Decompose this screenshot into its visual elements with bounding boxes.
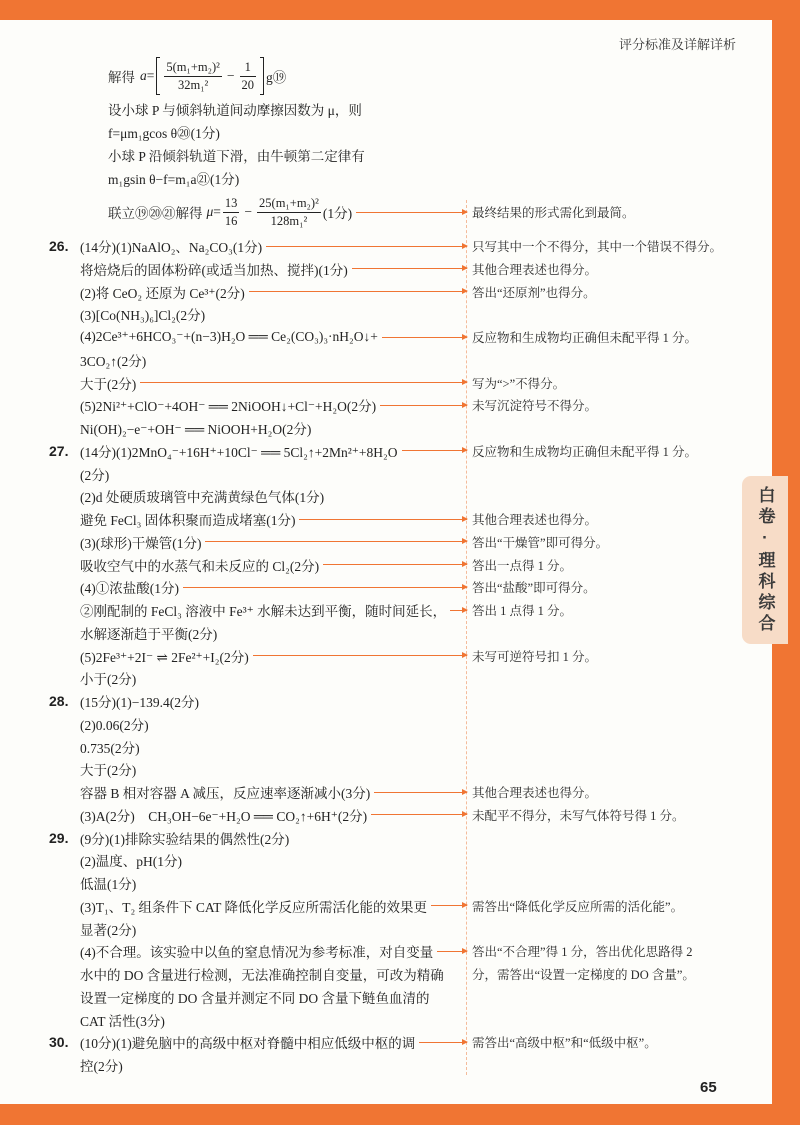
answer-text-container [80,280,467,303]
answer-line [0,781,800,804]
answer-text-container [80,894,467,917]
question-number: 28. [49,693,69,709]
answer-text: 吸收空气中的水蒸气和未反应的 Cl₂(2分) [80,558,320,574]
answer-line [0,917,800,940]
answer-line [0,872,800,895]
scoring-note: 答出 1 点得 1 分。 [472,604,573,618]
answer-text: (2)温度、pH(1分) [80,854,182,870]
scoring-note: 未写沉淀符号不得分。 [472,399,598,414]
answer-line [0,508,800,531]
answer-text: 0.735(2分) [80,740,140,756]
question-number: 30. [49,1034,69,1051]
bracket-expression [156,57,264,95]
arrow-right-icon [402,450,467,451]
scoring-note: 其他合理表述也得分。 [472,513,598,527]
answer-text: g⑲ [266,70,287,85]
answer-line [0,576,800,599]
arrow-right-icon [249,291,467,292]
answer-text: (15分)(1)−139.4(2分) [80,695,199,710]
answer-line [0,439,800,462]
top-bar [0,0,800,20]
arrow-right-icon [371,814,467,815]
answer-line [0,940,800,963]
answer-text-container [80,417,467,440]
question-number: 29. [49,829,69,846]
answer-text-container [80,599,467,622]
arrow-right-icon [356,212,467,213]
answer-text-container [80,394,467,417]
scoring-note: 其他合理表述也得分。 [472,786,598,800]
answer-line [0,849,800,872]
answer-line [0,257,800,280]
answer-text-container [80,485,467,508]
answer-text: (3)(球形)干燥管(1分) [80,535,202,551]
formula-container [108,189,467,235]
page-header-title: 评分标准及详解详析 [618,37,736,52]
answer-text-container [80,576,467,599]
answer-line [0,54,800,98]
answer-text: 大于(2分) [80,763,137,779]
fraction-numerator: 13 [223,196,240,213]
scoring-note: 写为“>”不得分。 [472,376,566,391]
answer-line [0,826,800,849]
fraction-denominator: 128m₁² [270,213,308,228]
answer-line [0,644,800,667]
answer-text: 将焙烧后的固体粉碎(或适当加热、搅拌)(1分) [80,262,348,278]
answer-text-container [108,166,467,189]
arrow-right-icon [323,564,467,565]
answer-text: (2分) [80,467,110,483]
answer-text-container [80,781,467,804]
fraction [240,60,257,93]
answer-text: (5)2Fe³⁺+2I⁻ ⇌ 2Fe²⁺+I₂(2分) [80,649,249,665]
page-number: 65 [700,1079,717,1096]
answer-text-container [80,462,467,485]
variable: a [140,68,147,83]
fraction-numerator: 1 [240,60,257,77]
scoring-note: 反应物和生成物均正确但未配平得 1 分。 [472,331,698,345]
answer-text-container [80,667,467,690]
answer-line [0,985,800,1008]
fraction-denominator: 32m₁² [177,77,209,92]
scoring-note: 答出“不合理”得 1 分，答出优化思路得 2 [472,945,693,960]
answer-text-container [108,143,467,166]
answer-text: 联立⑲⑳㉑解得 [108,206,203,221]
answer-text: (2)0.06(2分) [80,717,149,733]
answer-line [0,735,800,758]
answer-text: (4)①浓盐酸(1分) [80,581,179,597]
scoring-note: 需答出“降低化学反应所需的活化能”。 [472,899,684,914]
answer-text-container [80,326,467,349]
answer-text-container [80,1008,467,1031]
answer-text: 解得 [108,70,135,85]
answer-text-container [80,371,467,394]
scoring-note: 需答出“高级中枢”和“低级中枢”。 [472,1036,657,1051]
answer-text: 设置一定梯度的 DO 含量并测定不同 DO 含量下鲢鱼血清的 [80,990,430,1006]
answer-line [0,394,800,417]
answer-text-container [80,940,467,963]
answer-text: (14分)(1)2MnO₄⁻+16H⁺+10Cl⁻ ══ 5Cl₂↑+2Mn²⁺+8H₂O [80,444,398,460]
answer-line [0,166,800,189]
answer-line [0,1054,800,1077]
answer-line [0,621,800,644]
answer-text-container [108,97,467,120]
scoring-note: 分，需答出“设置一定梯度的 DO 含量”。 [472,968,695,982]
answer-text: CAT 活性(3分) [80,1013,165,1029]
answer-text: (10分)(1)避免脑中的高级中枢对脊髓中相应低级中枢的调 [80,1036,416,1052]
answer-line [0,530,800,553]
answer-line [0,553,800,576]
answer-text: 小于(2分) [80,672,137,688]
answer-text: (9分)(1)排除实验结果的偶然性(2分) [80,831,290,847]
answer-text-container [80,530,467,553]
fraction-numerator: 5(m₁+m₂)² [164,60,222,77]
scoring-note: 答出一点得 1 分。 [472,558,573,573]
answer-line [0,143,800,166]
answer-text-container [80,849,467,872]
answer-text: (5)2Ni²⁺+ClO⁻+4OH⁻ ══ 2NiOOH↓+Cl⁻+H₂O(2分) [80,399,377,415]
answer-text-container [80,690,467,713]
answer-line [0,348,800,371]
answer-text: 避免 FeCl₃ 固体积聚而造成堵塞(1分) [80,513,296,528]
answer-text: 大于(2分) [80,376,137,392]
arrow-right-icon [382,337,467,338]
answer-text: 容器 B 相对容器 A 减压，反应速率逐渐减小(3分) [80,786,371,801]
answer-text: 设小球 P 与倾斜轨道间动摩擦因数为 μ，则 [108,102,362,118]
answer-text: m₁gsin θ−f=m₁a㉑(1分) [108,171,240,187]
scoring-note: 未写可逆符号扣 1 分。 [472,649,598,664]
question-number: 26. [49,238,69,254]
answer-list [0,235,800,1077]
answer-text: (3)[Co(NH₃)₆]Cl₂(2分) [80,308,206,324]
scoring-note: 答出“盐酸”即可得分。 [472,581,596,596]
answer-line [0,303,800,326]
scoring-note: 答出“还原剂”也得分。 [472,285,596,300]
arrow-right-icon [352,268,467,269]
scoring-note: 只写其中一个不得分，其中一个错误不得分。 [472,240,723,254]
answer-text-container [80,963,467,986]
answer-text-container [80,621,467,644]
answer-text: 3CO₂↑(2分) [80,353,147,369]
arrow-right-icon [299,519,467,520]
fraction-denominator: 20 [241,77,255,92]
answer-text-container [80,508,467,531]
answer-text: (2)将 CeO₂ 还原为 Ce³⁺(2分) [80,285,245,301]
answer-text: 水解逐渐趋于平衡(2分) [80,626,218,642]
answer-text: (4)不合理。该实验中以鱼的窒息情况为参考标准，对自变量 [80,945,434,961]
scoring-note: 最终结果的形式需化到最简。 [472,206,635,220]
answer-text: (14分)(1)NaAlO₂、Na₂CO₃(1分) [80,240,263,255]
answer-line [0,235,800,258]
answer-text: f=μm₁gcos θ⑳(1分) [108,125,220,141]
answer-text: 小球 P 沿倾斜轨道下滑，由牛顿第二定律有 [108,148,365,164]
arrow-right-icon [140,382,467,383]
answer-text-container [80,826,467,849]
answer-line [0,326,800,349]
answer-line [0,485,800,508]
answer-text: (3)A(2分) CH₃OH−6e⁻+H₂O ══ CO₂↑+6H⁺(2分) [80,808,368,824]
answer-text-container [80,257,467,280]
answer-line [0,120,800,143]
answer-text-container [80,758,467,781]
answer-text: (2)d 处硬质玻璃管中充满黄绿色气体(1分) [80,490,325,506]
answer-text-container [80,553,467,576]
scoring-note: 其他合理表述也得分。 [472,262,598,277]
answer-line [0,758,800,781]
answer-text-container [80,644,467,667]
answer-line [0,963,800,986]
side-tab-label: 白卷·理科综合 [755,485,775,635]
minus-sign: − [244,204,253,219]
answer-line [0,712,800,735]
arrow-right-icon [266,246,467,247]
scoring-note: 未配平不得分，未写气体符号得 1 分。 [472,808,685,823]
arrow-right-icon [253,655,467,656]
answer-text-container [80,1054,467,1077]
answer-line [0,1008,800,1031]
answer-text-container [80,439,467,462]
arrow-right-icon [450,610,467,611]
answer-text-container [80,235,467,258]
arrow-right-icon [437,951,467,952]
arrow-right-icon [431,905,467,906]
answer-text-container [80,917,467,940]
question-number: 27. [49,442,69,459]
answer-line [0,97,800,120]
answer-line [0,189,800,235]
answer-text-container [80,735,467,758]
scoring-note: 反应物和生成物均正确但未配平得 1 分。 [472,444,698,459]
answer-line [0,280,800,303]
fraction-denominator: 16 [224,213,238,228]
arrow-right-icon [183,587,467,588]
answer-line [0,803,800,826]
scoring-note: 答出“干燥管”即可得分。 [472,535,609,550]
answer-text-container [80,348,467,371]
answer-line [0,894,800,917]
arrow-right-icon [374,792,467,793]
equals-sign: = [146,68,155,83]
answer-text: (1分) [322,206,353,221]
answer-text-container [80,803,467,826]
answer-text: 显著(2分) [80,922,137,938]
arrow-right-icon [205,541,467,542]
answer-text: 控(2分) [80,1059,123,1074]
answer-line [0,371,800,394]
answer-line [0,1031,800,1054]
minus-sign: − [226,68,235,83]
arrow-right-icon [419,1042,467,1043]
fraction-numerator: 25(m₁+m₂)² [257,196,321,213]
answer-text-container [80,712,467,735]
fraction [223,196,240,229]
answer-text: Ni(OH)₂−e⁻+OH⁻ ══ NiOOH+H₂O(2分) [80,422,312,437]
answer-text-container [80,1031,467,1054]
answer-text: 低温(1分) [80,877,137,892]
answer-line [0,599,800,622]
answer-line [0,690,800,713]
answer-text-container [80,303,467,326]
answer-text: (3)T₁、T₂ 组条件下 CAT 降低化学反应所需活化能的效果更 [80,899,428,915]
answer-line [0,667,800,690]
answer-line [0,462,800,485]
bottom-bar [0,1104,800,1125]
answer-line [0,417,800,440]
answer-text-container [80,985,467,1008]
formula-container [108,54,467,98]
variable: μ [206,204,214,219]
answer-text: ②刚配制的 FeCl₃ 溶液中 Fe³⁺ 水解未达到平衡，随时间延长， [80,604,447,619]
answer-text-container [108,120,467,143]
answer-text-container [80,872,467,895]
equals-sign: = [213,204,221,219]
fraction [164,60,222,93]
answer-text: 水中的 DO 含量进行检测，无法准确控制自变量，可改为精确 [80,968,444,983]
answer-text: (4)2Ce³⁺+6HCO₃⁻+(n−3)H₂O ══ Ce₂(CO₃)₃·nH₂O↓+ [80,329,378,344]
fraction [257,196,321,229]
arrow-right-icon [380,405,467,406]
